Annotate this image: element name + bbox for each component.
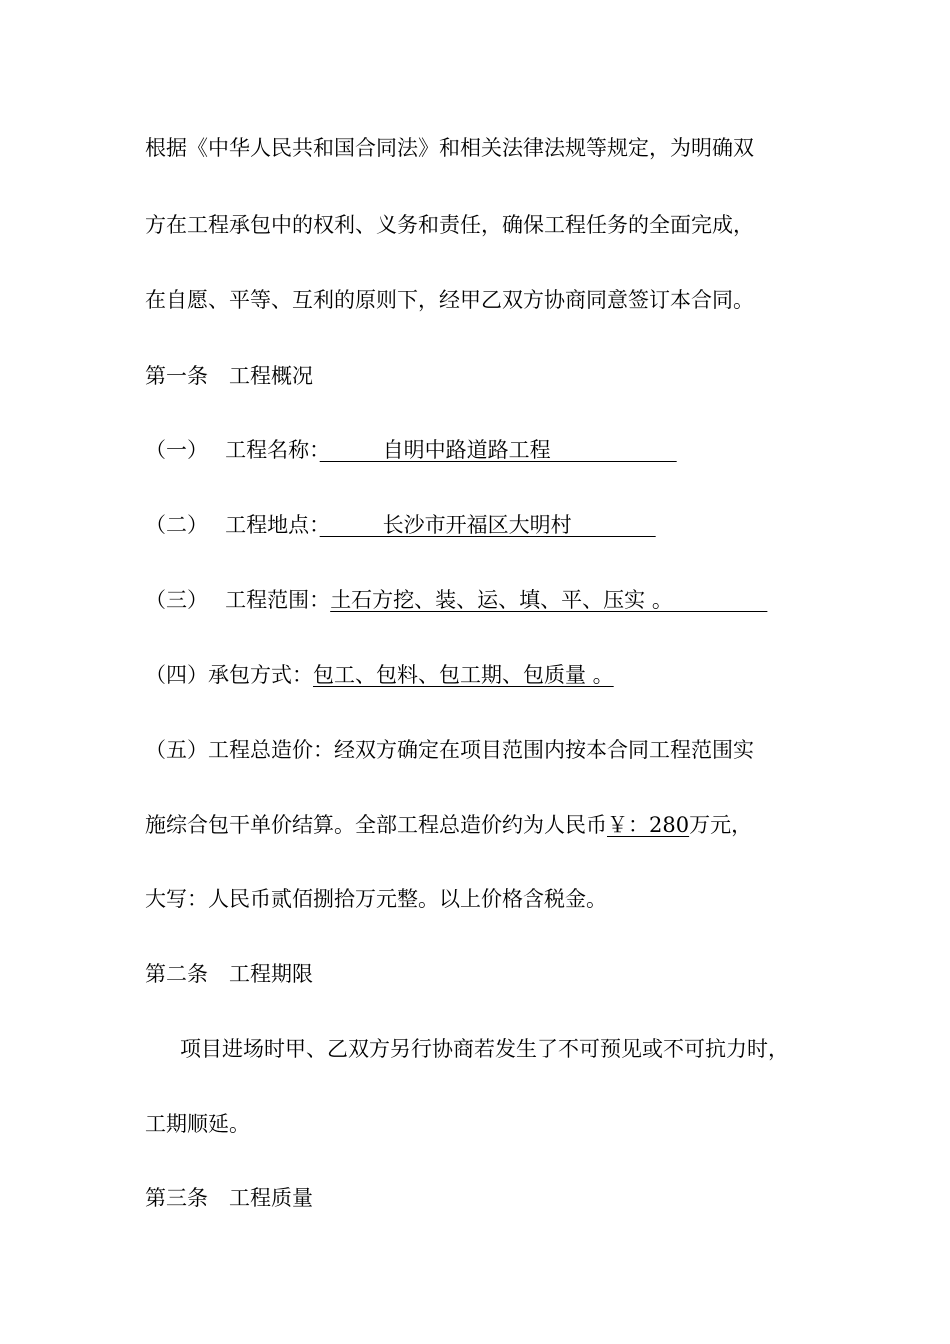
contract-method-label: （四）承包方式： xyxy=(145,663,313,687)
project-location-value: 长沙市开福区大明村 xyxy=(319,513,656,537)
article-1-heading: 第一条 工程概况 xyxy=(145,364,313,388)
intro-line-1: 根据《中华人民共和国合同法》和相关法律法规等规定，为明确双 xyxy=(145,136,754,160)
project-location-row xyxy=(145,510,656,540)
article-2-para-line-1: 项目进场时甲、乙双方另行协商若发生了不可预见或不可抗力时， xyxy=(180,1037,789,1061)
project-name-value: 自明中路道路工程 xyxy=(319,438,677,462)
total-cost-line-3: 大写：人民币贰佰捌拾万元整。以上价格含税金。 xyxy=(145,887,607,911)
contract-method-row xyxy=(145,660,614,690)
project-name-row xyxy=(145,435,677,465)
intro-line-2: 方在工程承包中的权利、义务和责任，确保工程任务的全面完成， xyxy=(145,213,754,237)
project-scope-label: （三） 工程范围： xyxy=(145,588,331,612)
total-cost-unit: 万元， xyxy=(689,813,753,837)
project-name-label: （一） 工程名称： xyxy=(145,438,320,462)
total-cost-line-2 xyxy=(145,810,752,840)
contract-method-value: 包工、包料、包工期、包质量 。 xyxy=(313,663,614,687)
project-scope-row xyxy=(145,585,767,615)
article-2-para-line-2: 工期顺延。 xyxy=(145,1112,250,1136)
total-cost-text: 施综合包干单价结算。全部工程总造价约为人民币 xyxy=(145,813,607,837)
project-scope-value: 土石方挖、装、运、填、平、压实 。 xyxy=(330,588,768,612)
article-3-heading: 第三条 工程质量 xyxy=(145,1186,313,1210)
intro-line-3: 在自愿、平等、互利的原则下，经甲乙双方协商同意签订本合同。 xyxy=(145,288,754,312)
total-cost-line-1: （五）工程总造价：经双方确定在项目范围内按本合同工程范围实 xyxy=(145,738,754,762)
article-2-heading: 第二条 工程期限 xyxy=(145,962,313,986)
total-cost-amount: ￥：280 xyxy=(607,813,690,837)
project-location-label: （二） 工程地点： xyxy=(145,513,320,537)
